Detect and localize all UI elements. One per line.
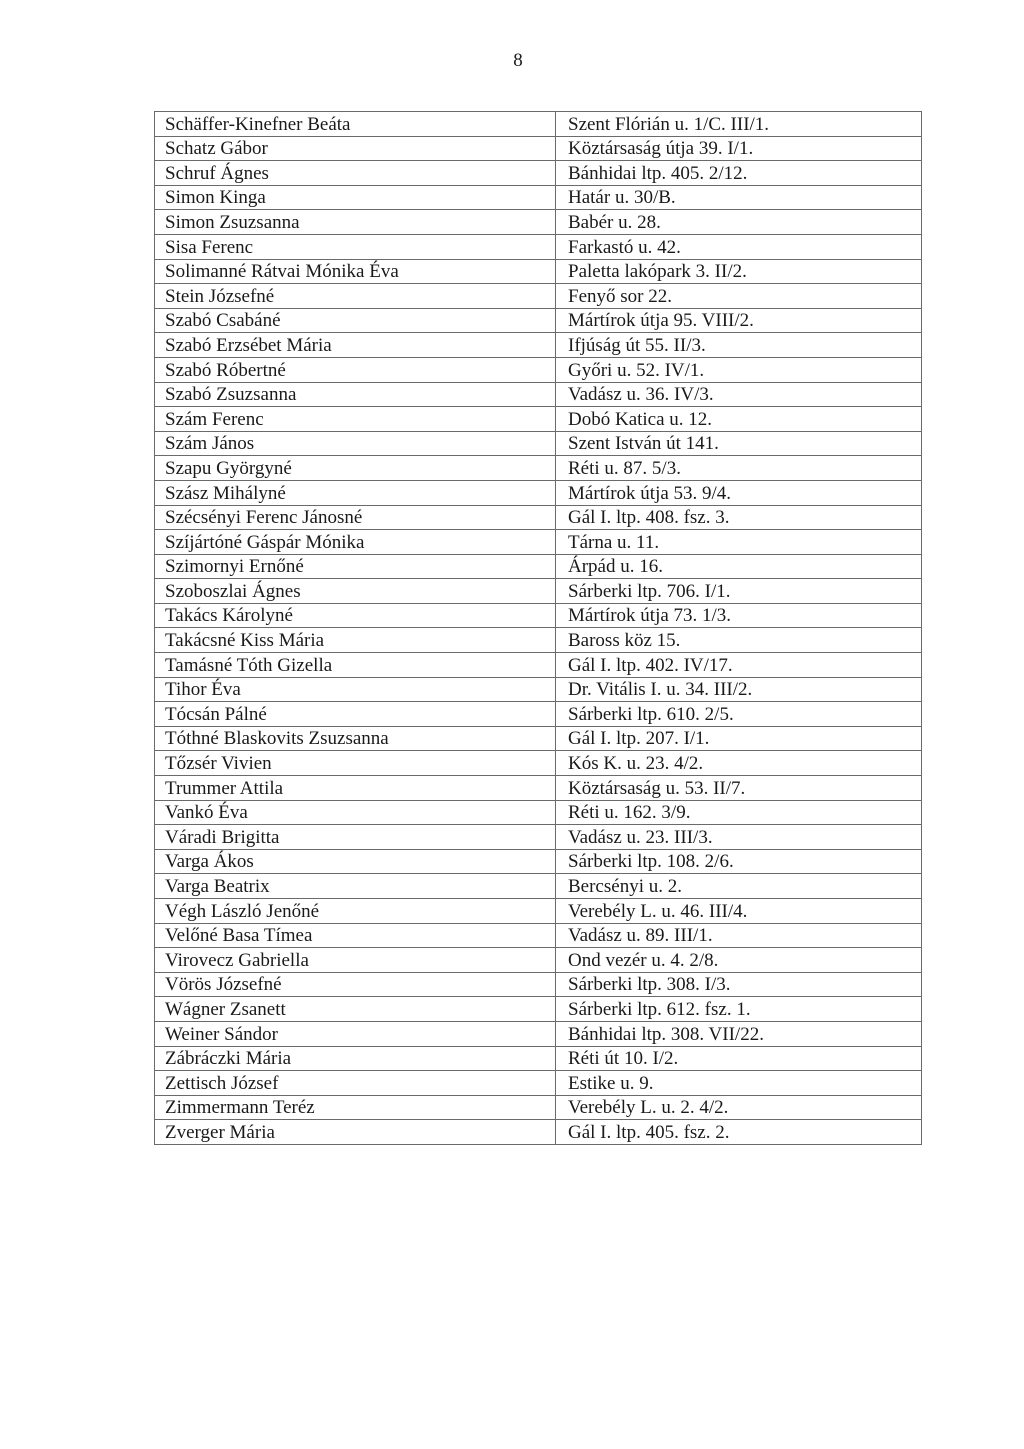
address-cell: Estike u. 9. [556,1071,922,1096]
name-cell: Simon Zsuzsanna [155,210,556,235]
address-cell: Sárberki ltp. 108. 2/6. [556,849,922,874]
address-cell: Réti út 10. I/2. [556,1046,922,1071]
table-row [155,431,922,456]
table-row [155,579,922,604]
address-cell: Bánhidai ltp. 308. VII/22. [556,1021,922,1046]
address-cell: Ifjúság út 55. II/3. [556,333,922,358]
name-address-table [154,111,922,1145]
name-cell: Szécsényi Ferenc Jánosné [155,505,556,530]
address-cell: Farkastó u. 42. [556,234,922,259]
address-cell: Mártírok útja 73. 1/3. [556,603,922,628]
address-cell: Sárberki ltp. 612. fsz. 1. [556,997,922,1022]
table-row [155,308,922,333]
name-cell: Szoboszlai Ágnes [155,579,556,604]
address-cell: Gál I. ltp. 408. fsz. 3. [556,505,922,530]
table-row [155,997,922,1022]
name-cell: Zábráczki Mária [155,1046,556,1071]
name-cell: Virovecz Gabriella [155,948,556,973]
name-cell: Tihor Éva [155,677,556,702]
name-cell: Szabó Róbertné [155,357,556,382]
table-row [155,259,922,284]
name-cell: Stein Józsefné [155,284,556,309]
name-cell: Solimanné Rátvai Mónika Éva [155,259,556,284]
name-cell: Takács Károlyné [155,603,556,628]
name-cell: Váradi Brigitta [155,825,556,850]
name-cell: Takácsné Kiss Mária [155,628,556,653]
address-cell: Mártírok útja 95. VIII/2. [556,308,922,333]
table-row [155,456,922,481]
table-row [155,751,922,776]
address-cell: Verebély L. u. 2. 4/2. [556,1095,922,1120]
table-row [155,1071,922,1096]
address-cell: Kós K. u. 23. 4/2. [556,751,922,776]
table-row [155,234,922,259]
table-row [155,333,922,358]
name-cell: Wágner Zsanett [155,997,556,1022]
name-cell: Tóthné Blaskovits Zsuzsanna [155,726,556,751]
table-row [155,1046,922,1071]
address-cell: Dr. Vitális I. u. 34. III/2. [556,677,922,702]
address-cell: Ond vezér u. 4. 2/8. [556,948,922,973]
name-cell: Tócsán Pálné [155,702,556,727]
name-cell: Vankó Éva [155,800,556,825]
name-cell: Szimornyi Ernőné [155,554,556,579]
table-row [155,210,922,235]
name-cell: Schäffer-Kinefner Beáta [155,112,556,137]
name-cell: Zettisch József [155,1071,556,1096]
table-row [155,136,922,161]
table-body [155,112,922,1145]
name-cell: Zverger Mária [155,1120,556,1145]
table-row [155,899,922,924]
address-cell: Vadász u. 36. IV/3. [556,382,922,407]
name-cell: Sisa Ferenc [155,234,556,259]
address-cell: Szent Flórián u. 1/C. III/1. [556,112,922,137]
name-cell: Vörös Józsefné [155,972,556,997]
name-cell: Tőzsér Vivien [155,751,556,776]
table-row [155,972,922,997]
address-cell: Fenyő sor 22. [556,284,922,309]
table-row [155,653,922,678]
table-row [155,849,922,874]
name-cell: Szász Mihályné [155,480,556,505]
name-cell: Szabó Erzsébet Mária [155,333,556,358]
address-cell: Sárberki ltp. 706. I/1. [556,579,922,604]
name-cell: Szabó Zsuzsanna [155,382,556,407]
table-row [155,382,922,407]
address-cell: Gál I. ltp. 402. IV/17. [556,653,922,678]
address-cell: Vadász u. 23. III/3. [556,825,922,850]
table-row [155,530,922,555]
table-row [155,161,922,186]
address-cell: Réti u. 162. 3/9. [556,800,922,825]
name-cell: Varga Ákos [155,849,556,874]
address-cell: Gál I. ltp. 405. fsz. 2. [556,1120,922,1145]
name-cell: Schruf Ágnes [155,161,556,186]
name-cell: Varga Beatrix [155,874,556,899]
address-cell: Győri u. 52. IV/1. [556,357,922,382]
name-cell: Végh László Jenőné [155,899,556,924]
table-row [155,628,922,653]
name-cell: Szám János [155,431,556,456]
name-cell: Szíjártóné Gáspár Mónika [155,530,556,555]
name-cell: Trummer Attila [155,776,556,801]
table-row [155,112,922,137]
table-row [155,1120,922,1145]
table-row [155,284,922,309]
table-row [155,923,922,948]
table-row [155,480,922,505]
address-cell: Köztársaság útja 39. I/1. [556,136,922,161]
name-cell: Schatz Gábor [155,136,556,161]
table-row [155,357,922,382]
name-cell: Szabó Csabáné [155,308,556,333]
address-cell: Mártírok útja 53. 9/4. [556,480,922,505]
table-row [155,554,922,579]
address-cell: Tárna u. 11. [556,530,922,555]
page-number: 8 [513,50,523,71]
table-row [155,776,922,801]
table-row [155,726,922,751]
table-row [155,1021,922,1046]
table-row [155,407,922,432]
address-cell: Verebély L. u. 46. III/4. [556,899,922,924]
name-cell: Tamásné Tóth Gizella [155,653,556,678]
address-cell: Bánhidai ltp. 405. 2/12. [556,161,922,186]
address-cell: Árpád u. 16. [556,554,922,579]
table-row [155,603,922,628]
address-cell: Baross köz 15. [556,628,922,653]
name-cell: Simon Kinga [155,185,556,210]
address-cell: Határ u. 30/B. [556,185,922,210]
address-cell: Bercsényi u. 2. [556,874,922,899]
address-cell: Paletta lakópark 3. II/2. [556,259,922,284]
address-cell: Köztársaság u. 53. II/7. [556,776,922,801]
name-cell: Zimmermann Teréz [155,1095,556,1120]
address-cell: Babér u. 28. [556,210,922,235]
table-row [155,1095,922,1120]
table-row [155,825,922,850]
table-row [155,948,922,973]
name-cell: Velőné Basa Tímea [155,923,556,948]
table-row [155,874,922,899]
table-row [155,505,922,530]
address-cell: Réti u. 87. 5/3. [556,456,922,481]
table-row [155,702,922,727]
table-row [155,677,922,702]
address-cell: Vadász u. 89. III/1. [556,923,922,948]
name-cell: Szám Ferenc [155,407,556,432]
name-cell: Szapu Györgyné [155,456,556,481]
name-cell: Weiner Sándor [155,1021,556,1046]
table-row [155,185,922,210]
address-cell: Sárberki ltp. 308. I/3. [556,972,922,997]
address-cell: Sárberki ltp. 610. 2/5. [556,702,922,727]
address-cell: Gál I. ltp. 207. I/1. [556,726,922,751]
address-cell: Dobó Katica u. 12. [556,407,922,432]
address-cell: Szent István út 141. [556,431,922,456]
table-row [155,800,922,825]
